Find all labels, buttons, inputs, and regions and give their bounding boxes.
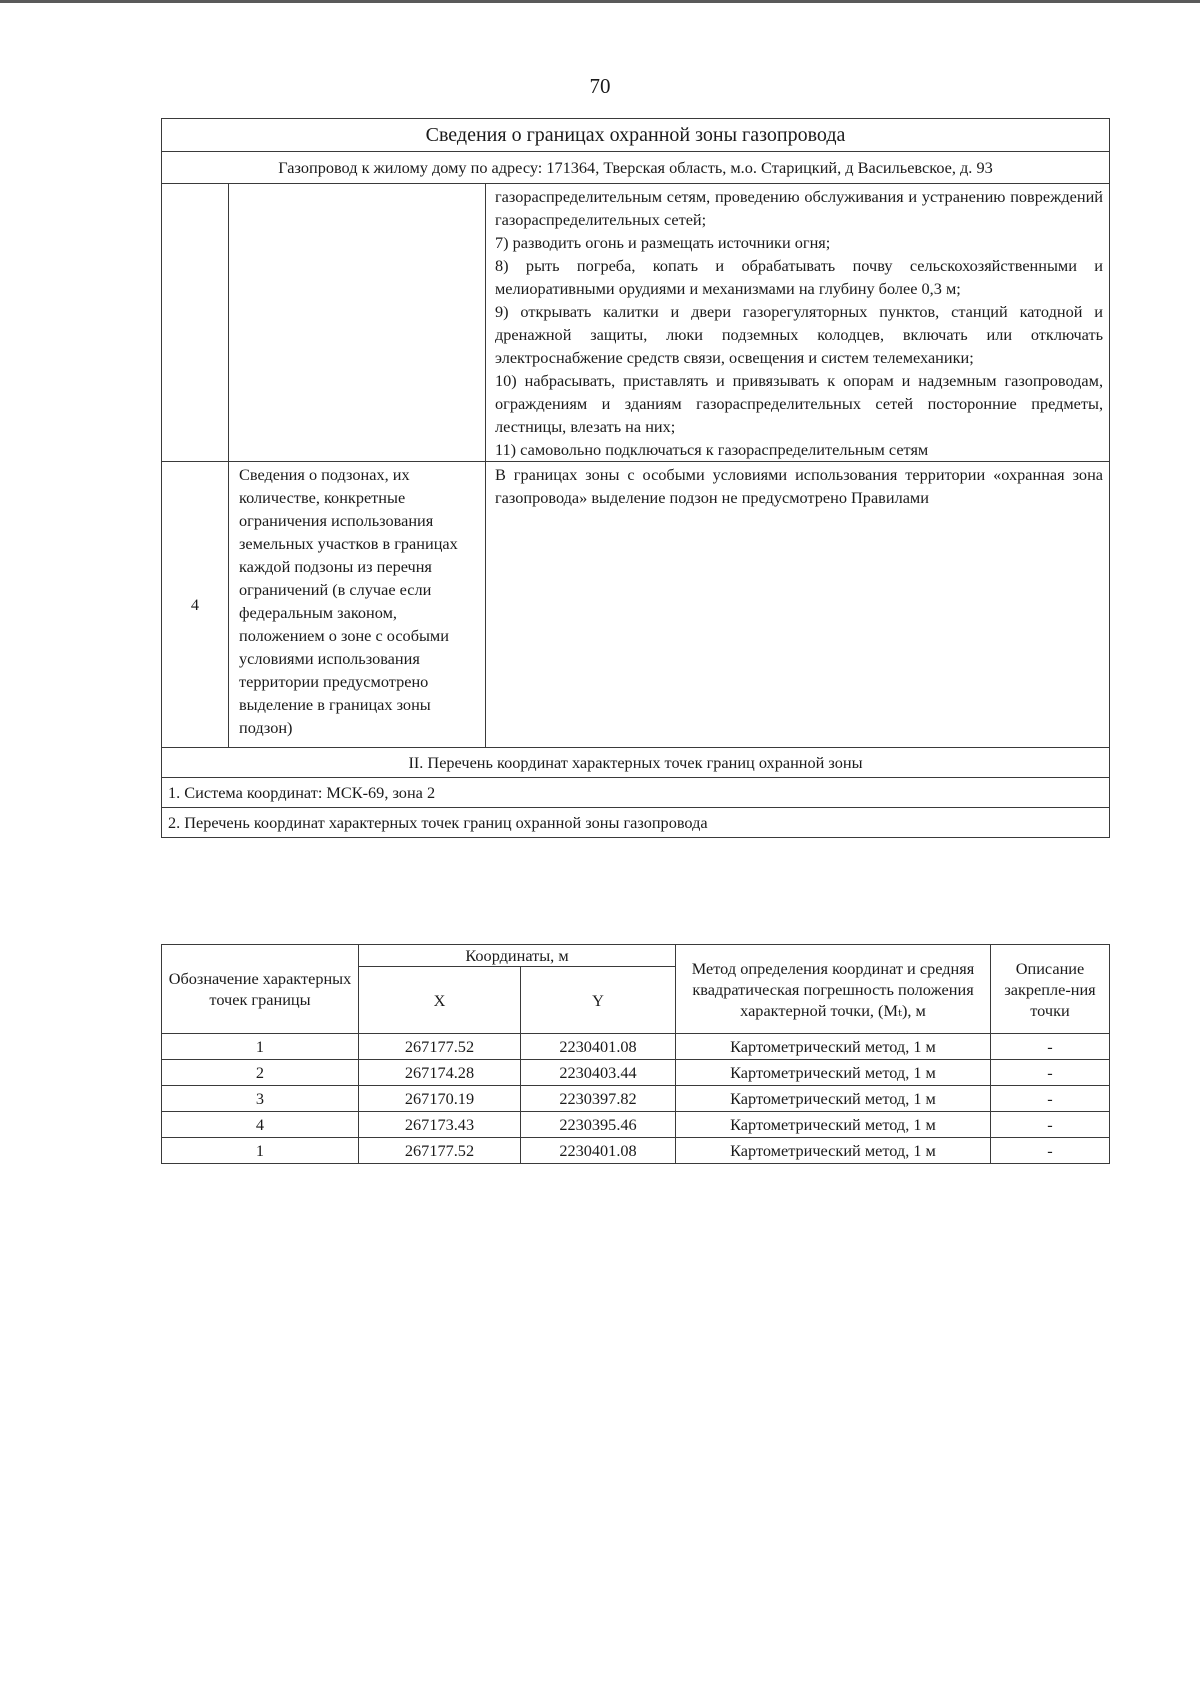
point-id: 3 [162,1086,359,1112]
restriction-item: 11) самовольно подключаться к газораспределительным сетям [495,440,929,459]
address-row [162,152,1110,184]
address-text: Газопровод к жилому дому по адресу: 171364, Тверская область, м.о. Старицкий, д Васильевское, д. 93 [162,152,1110,184]
restrictions-continuation [486,184,1110,462]
continuation-label-cell [229,184,486,462]
restriction-item: газораспределительным сетям, проведению обслуживания и устранению повреждений газораспределительных сетей; [495,187,1104,229]
point-desc: - [991,1034,1110,1060]
point-id: 1 [162,1138,359,1164]
point-desc: - [991,1138,1110,1164]
coord-system-row [162,778,1110,808]
point-desc: - [991,1112,1110,1138]
point-desc: - [991,1086,1110,1112]
restriction-item: 7) разводить огонь и размещать источники огня; [495,233,831,252]
method: Картометрический метод, 1 м [676,1112,991,1138]
coord-y: 2230401.08 [521,1034,676,1060]
section2-title-row [162,748,1110,778]
coords-header-row [162,945,1110,967]
page-number: 70 [589,74,611,98]
header-method: Метод определения координат и средняя квадратическая погрешность положения характерной точки, (Mₜ), м [676,945,991,1034]
table-row [162,1138,1110,1164]
point-id: 2 [162,1060,359,1086]
method: Картометрический метод, 1 м [676,1060,991,1086]
header-desc: Описание закрепле-ния точки [991,945,1110,1034]
coord-system: 1. Система координат: МСК-69, зона 2 [162,778,1110,808]
subzone-label: Сведения о подзонах, их количестве, конкретные ограничения использования земельных участков в границах каждой подзоны из перечня ограничений (в случае если федеральным законом, положением о зоне с особыми условиями использования территории предусмотрено выделение в границах зоны подзон) [229,462,486,748]
coord-y: 2230397.82 [521,1086,676,1112]
table-row [162,1060,1110,1086]
subzone-value: В границах зоны с особыми условиями использования территории «охранная зона газопровода» выделение подзон не предусмотрено Правилами [486,462,1110,748]
top-border-line [0,0,1200,3]
coord-list-title: 2. Перечень координат характерных точек границ охранной зоны газопровода [162,808,1110,838]
coord-y: 2230401.08 [521,1138,676,1164]
point-desc: - [991,1060,1110,1086]
coord-x: 267170.19 [359,1086,521,1112]
coord-list-title-row [162,808,1110,838]
table-row [162,1112,1110,1138]
method: Картометрический метод, 1 м [676,1034,991,1060]
coord-y: 2230403.44 [521,1060,676,1086]
restriction-item: 9) открывать калитки и двери газорегуляторных пунктов, станций катодной и дренажной защиты, люки подземных колодцев, включать или отключать электроснабжение средств связи, освещения и систем телемеханики; [495,302,1104,367]
section-title-row [162,119,1110,152]
coordinates-table [161,944,1110,1164]
coord-x: 267177.52 [359,1034,521,1060]
section2-title: II. Перечень координат характерных точек границ охранной зоны [162,748,1110,778]
method: Картометрический метод, 1 м [676,1086,991,1112]
continuation-number-cell [162,184,229,462]
row-number: 4 [162,462,229,748]
table-row [162,1034,1110,1060]
header-x: X [359,967,521,1034]
zone-info-table [161,118,1110,838]
coord-y: 2230395.46 [521,1112,676,1138]
restriction-item: 10) набрасывать, приставлять и привязывать к опорам и надземным газопроводам, ограждениям и зданиям газораспределительных сетей посторонние предметы, лестницы, влезать на них; [495,371,1104,436]
subzone-row [162,462,1110,748]
continuation-row [162,184,1110,462]
restriction-item: 8) рыть погреба, копать и обрабатывать почву сельскохозяйственными и мелиоративными орудиями и механизмами на глубину более 0,3 м; [495,256,1104,298]
header-point: Обозначение характерных точек границы [162,945,359,1034]
method: Картометрический метод, 1 м [676,1138,991,1164]
point-id: 1 [162,1034,359,1060]
header-coords: Координаты, м [359,945,676,967]
coord-x: 267177.52 [359,1138,521,1164]
coord-x: 267174.28 [359,1060,521,1086]
table-row [162,1086,1110,1112]
section-title: Сведения о границах охранной зоны газопровода [162,119,1110,152]
point-id: 4 [162,1112,359,1138]
coord-x: 267173.43 [359,1112,521,1138]
header-y: Y [521,967,676,1034]
